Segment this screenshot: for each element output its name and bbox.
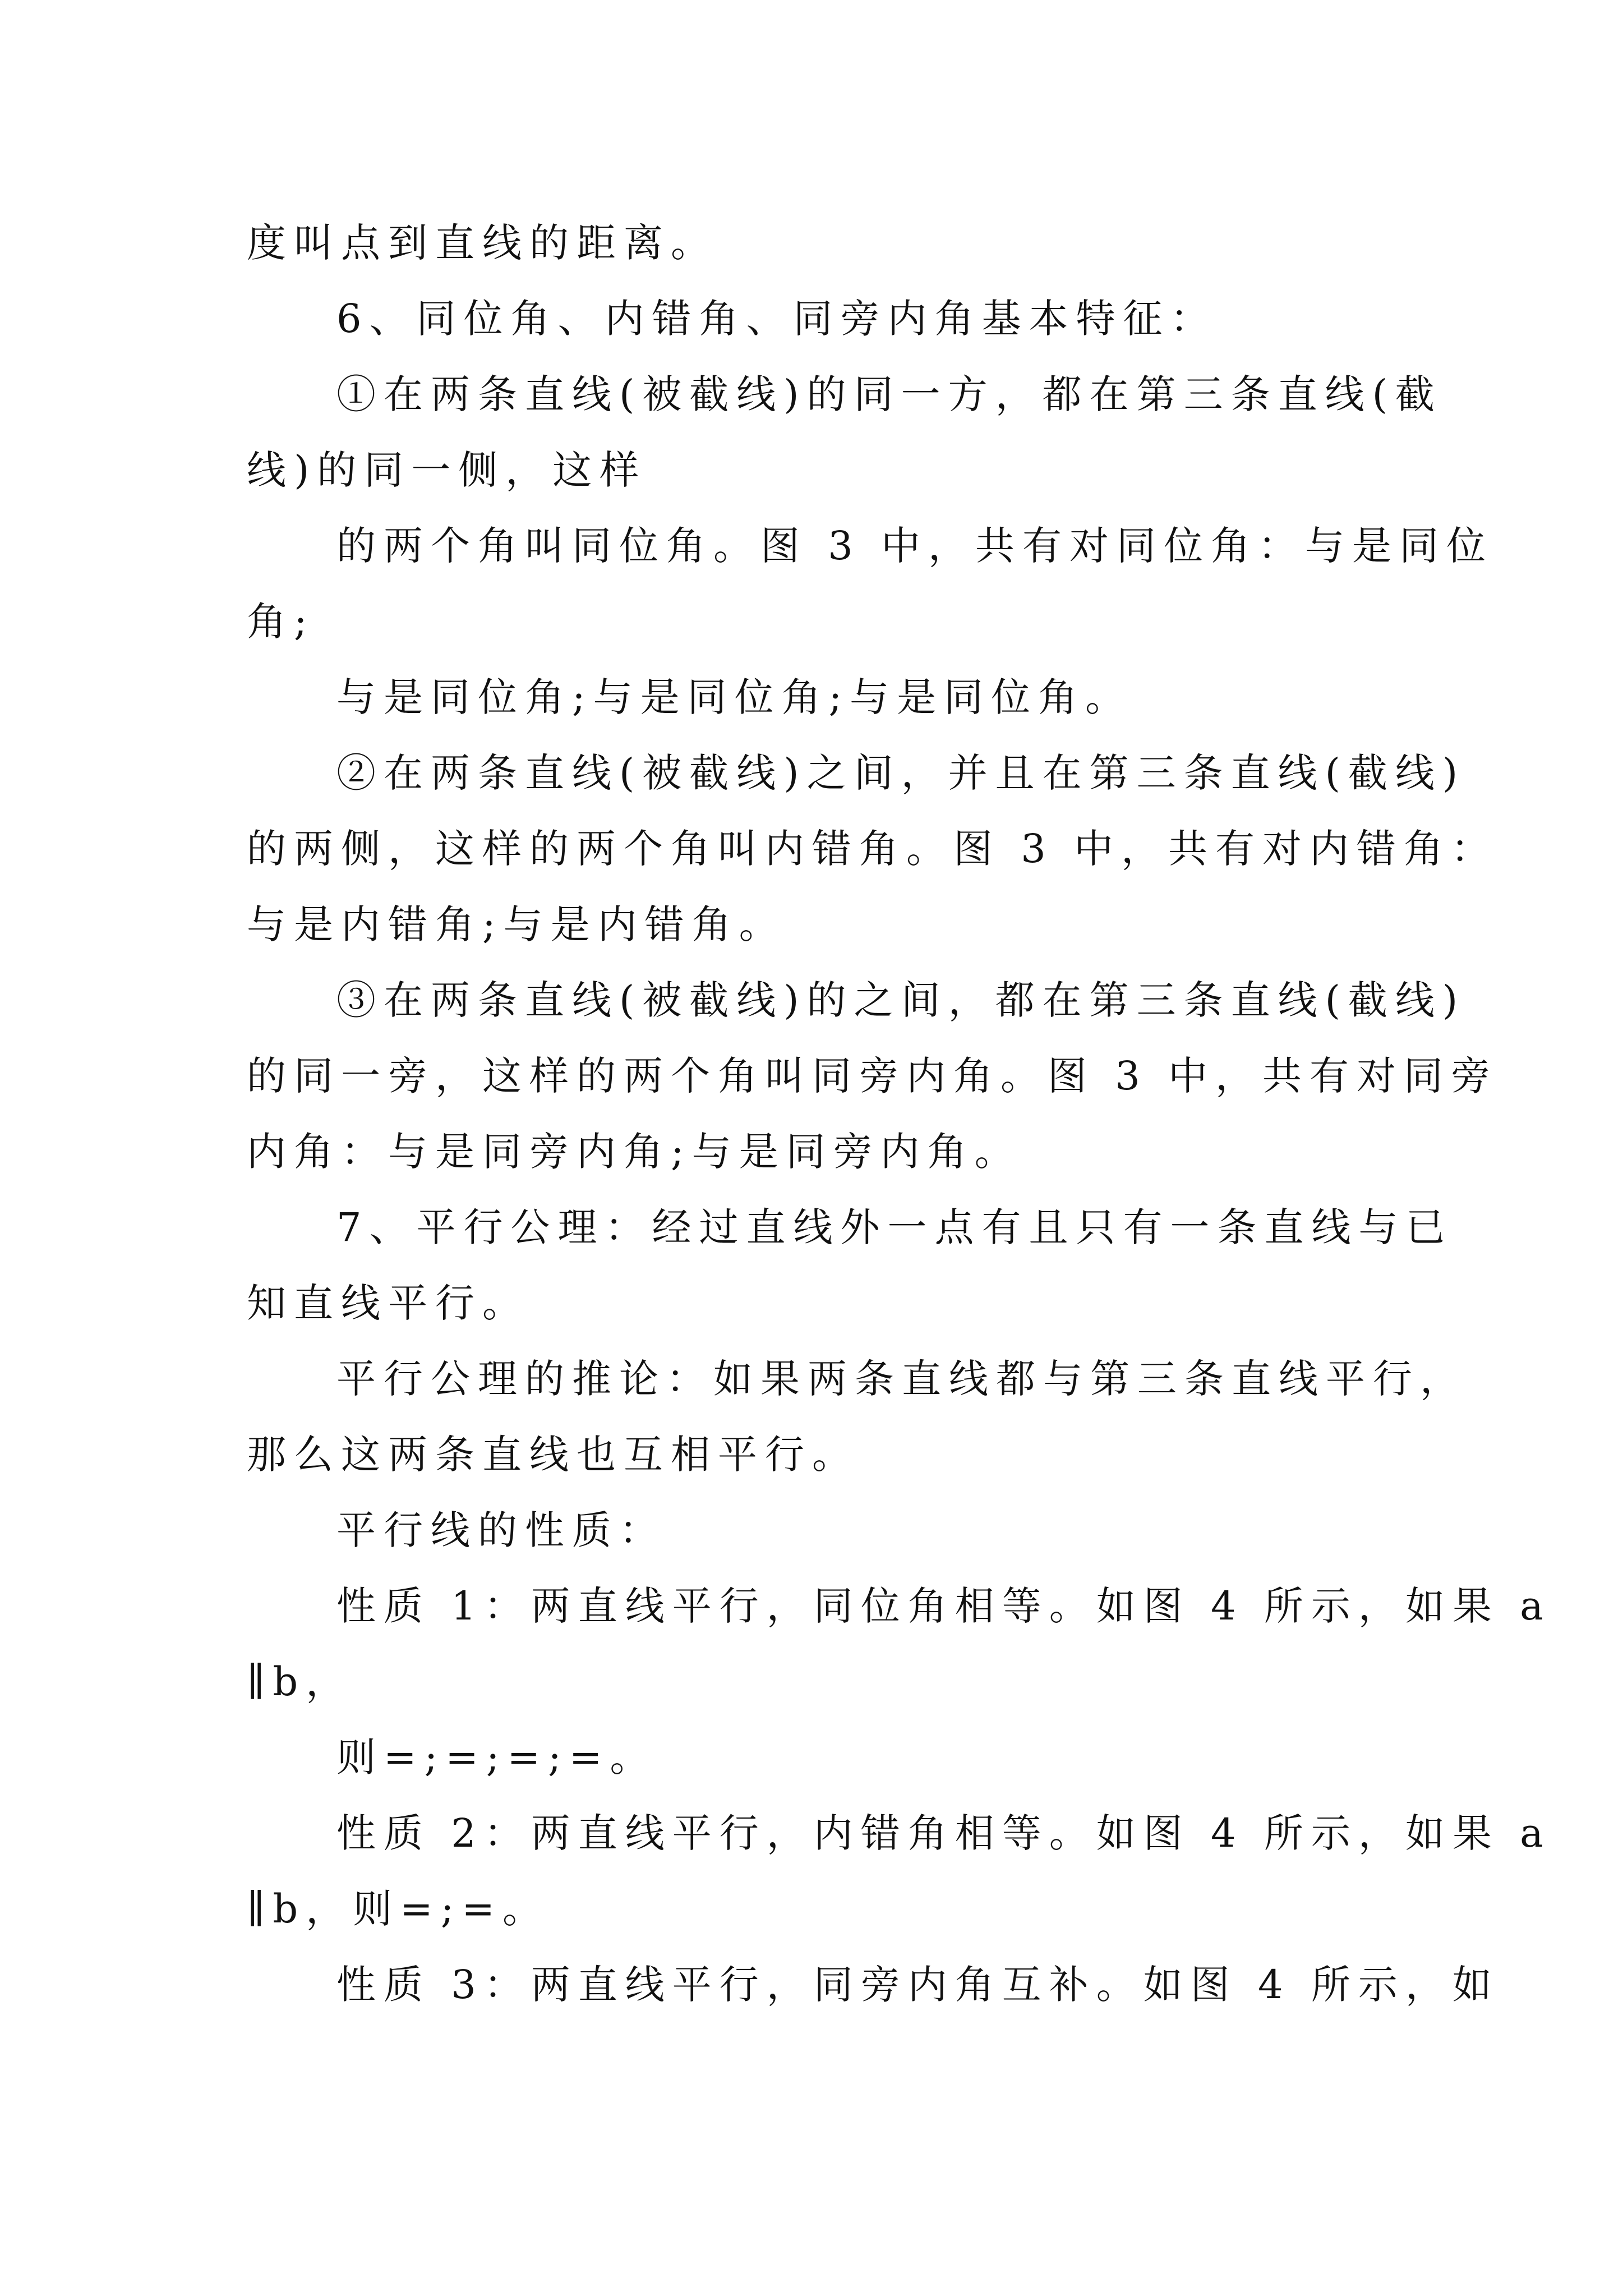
text-line-22: 性质 2：两直线平行，内错角相等。如图 4 所示，如果 a — [336, 1810, 1551, 1856]
text-line-21: 则=;=;=;=。 — [336, 1734, 657, 1780]
text-line-4: 线)的同一侧，这样 — [247, 447, 647, 493]
text-line-18: 平行线的性质： — [336, 1507, 666, 1553]
text-line-19: 性质 1：两直线平行，同位角相等。如图 4 所示，如果 a — [336, 1583, 1551, 1629]
text-line-6: 角; — [247, 599, 315, 645]
text-line-11: ③在两条直线(被截线)的之间，都在第三条直线(截线) — [336, 977, 1466, 1023]
text-line-23: ∥b，则=;=。 — [247, 1886, 550, 1932]
text-line-1: 度叫点到直线的距离。 — [247, 220, 718, 266]
text-line-10: 与是内错角;与是内错角。 — [247, 901, 786, 947]
text-line-20: ∥b， — [247, 1659, 353, 1705]
text-line-9: 的两侧，这样的两个角叫内错角。图 3 中，共有对内错角： — [247, 826, 1498, 872]
text-line-12: 的同一旁，这样的两个角叫同旁内角。图 3 中，共有对同旁 — [247, 1053, 1498, 1099]
text-line-15: 知直线平行。 — [247, 1280, 529, 1326]
text-line-2: 6、同位角、内错角、同旁内角基本特征： — [336, 296, 1218, 342]
text-line-3: ①在两条直线(被截线)的同一方，都在第三条直线(截 — [336, 371, 1442, 417]
text-line-24: 性质 3：两直线平行，同旁内角互补。如图 4 所示，如 — [336, 1962, 1500, 2008]
text-line-16: 平行公理的推论：如果两条直线都与第三条直线平行， — [336, 1356, 1467, 1402]
text-line-14: 7、平行公理：经过直线外一点有且只有一条直线与已 — [336, 1204, 1453, 1250]
text-line-7: 与是同位角;与是同位角;与是同位角。 — [336, 674, 1133, 720]
text-line-5: 的两个角叫同位角。图 3 中，共有对同位角：与是同位 — [336, 523, 1494, 569]
text-line-17: 那么这两条直线也互相平行。 — [247, 1432, 859, 1478]
text-line-8: ②在两条直线(被截线)之间，并且在第三条直线(截线) — [336, 750, 1466, 796]
text-line-13: 内角：与是同旁内角;与是同旁内角。 — [247, 1129, 1022, 1175]
